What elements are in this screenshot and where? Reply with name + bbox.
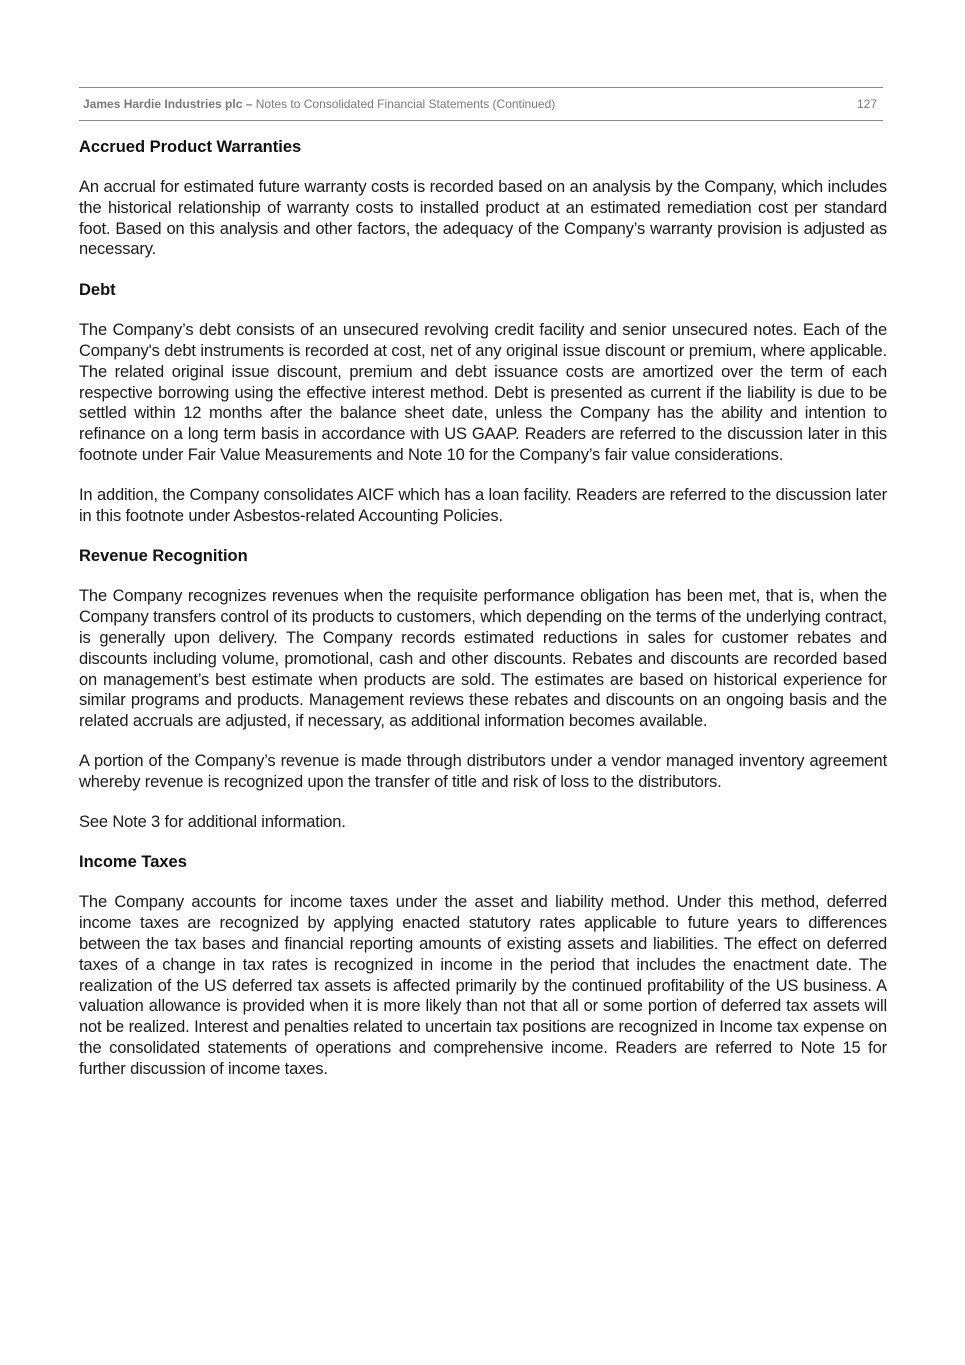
paragraph: In addition, the Company consolidates AICF which has a loan facility. Readers are referred to the discussion later in this footnote under Asbestos-related Accounting Policies. xyxy=(79,485,887,525)
paragraph: A portion of the Company’s revenue is made through distributors under a vendor managed inventory agreement whereby revenue is recognized upon the transfer of title and risk of loss to the distributors. xyxy=(79,751,887,791)
section-accrued-product-warranties xyxy=(79,136,887,260)
section-income-taxes xyxy=(79,851,887,1079)
paragraph: An accrual for estimated future warranty costs is recorded based on an analysis by the Company, which includes the historical relationship of warranty costs to installed product at an estimated remediation cost per standard foot. Based on this analysis and other factors, the adequacy of the Company’s warranty provision is adjusted as necessary. xyxy=(79,178,887,259)
paragraph: See Note 3 for additional information. xyxy=(79,812,346,831)
paragraph: The Company’s debt consists of an unsecured revolving credit facility and senior unsecured notes. Each of the Company's debt instruments is recorded at cost, net of any original issue discount or premium, where applicable. The related original issue discount, premium and debt issuance costs are amortized over the term of each respective borrowing using the effective interest method. Debt is presented as current if the liability is due to be settled within 12 months after the balance sheet date, unless the Company has the ability and intention to refinance on a long term basis in accordance with US GAAP. Readers are referred to the discussion later in this footnote under Fair Value Measurements and Note 10 for the Company’s fair value considerations. xyxy=(79,321,887,464)
page-number: 127 xyxy=(856,97,877,111)
document-body xyxy=(79,136,887,1099)
section-heading: Income Taxes xyxy=(79,853,187,872)
header-company-name: James Hardie Industries plc – xyxy=(83,97,253,111)
section-heading: Revenue Recognition xyxy=(79,547,248,566)
section-heading: Accrued Product Warranties xyxy=(79,138,302,156)
running-header xyxy=(79,87,883,121)
header-title xyxy=(83,97,555,111)
paragraph: The Company accounts for income taxes under the asset and liability method. Under this method, deferred income taxes are recognized by applying enacted statutory rates applicable to future years to differences between the tax bases and financial reporting amounts of existing assets and liabilities. The effect on deferred taxes of a change in tax rates is recognized in income in the period that includes the enactment date. The realization of the US deferred tax assets is affected primarily by the continued profitability of the US business. A valuation allowance is provided when it is more likely than not that all or some portion of deferred tax assets will not be realized. Interest and penalties related to uncertain tax positions are recognized in Income tax expense on the consolidated statements of operations and comprehensive income. Readers are referred to Note 15 for further discussion of income taxes. xyxy=(79,893,887,1078)
paragraph: The Company recognizes revenues when the requisite performance obligation has been met, that is, when the Company transfers control of its products to customers, which depending on the terms of the underlying contract, is generally upon delivery. The Company records estimated reductions in sales for customer rebates and discounts including volume, promotional, cash and other discounts. Rebates and discounts are recorded based on management’s best estimate when products are sold. The estimates are based on historical experience for similar programs and products. Management reviews these rebates and discounts on an ongoing basis and the related accruals are adjusted, if necessary, as additional information becomes available. xyxy=(79,587,887,731)
section-heading: Debt xyxy=(79,281,116,300)
header-document-title: Notes to Consolidated Financial Statements (Continued) xyxy=(252,97,556,111)
section-revenue-recognition xyxy=(79,545,887,832)
section-debt xyxy=(79,279,887,526)
